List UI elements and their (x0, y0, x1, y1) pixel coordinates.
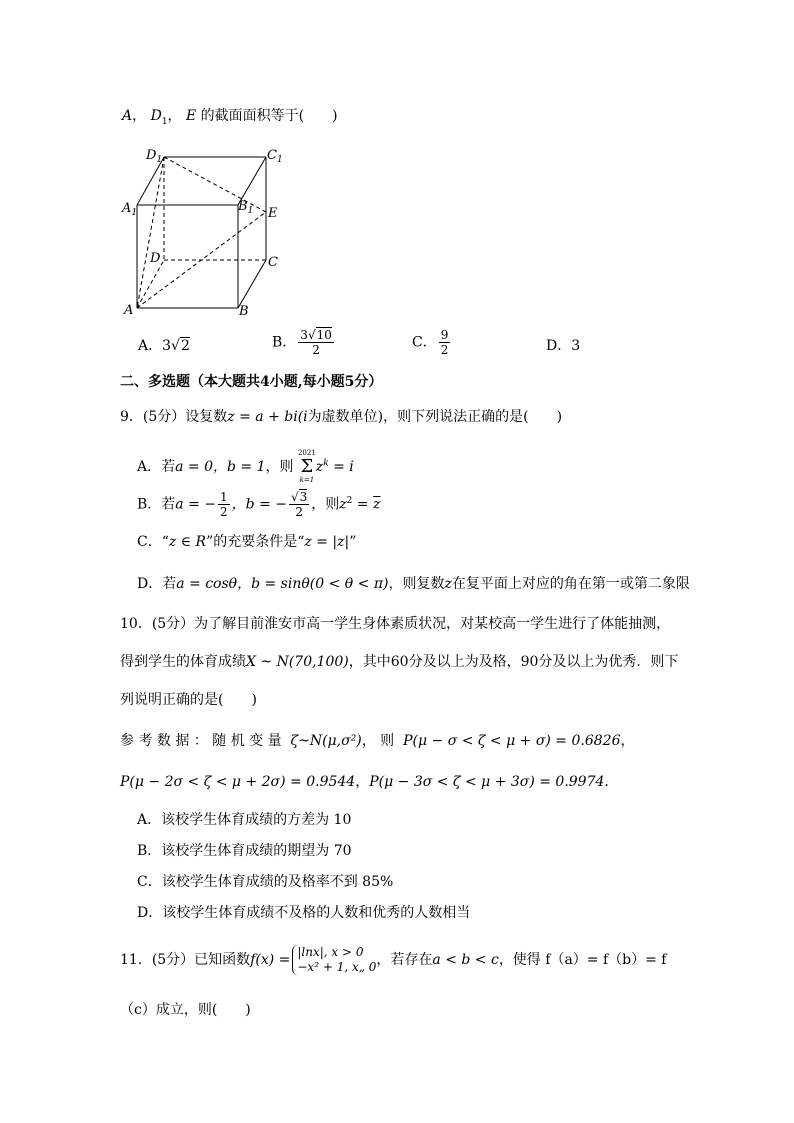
q8-option-b (272, 328, 336, 357)
text: ，则 (311, 496, 340, 513)
formula: X ~ N(70,100) (246, 654, 349, 670)
q10-ref-line2 (120, 772, 618, 792)
q10-line2 (120, 652, 678, 672)
sep: ， (167, 108, 182, 124)
formula: z = |z| (304, 534, 350, 550)
coef: 3 (162, 338, 172, 354)
q10-option-b: B．该校学生体育成绩的期望为 70 (137, 843, 352, 859)
value: 3 (571, 338, 581, 354)
fraction: $\frac{1}{2}$ (220, 490, 228, 519)
q8-option-d (546, 336, 580, 356)
formula: f(x) = (250, 952, 291, 968)
formula: z (315, 459, 324, 475)
q10-line1: 10．(5分）为了解目前淮安市高一学生身体素质状况，对某校高一学生进行了体能抽测， (120, 616, 671, 632)
q9-option-b (137, 490, 380, 519)
q8-option-c (412, 328, 452, 357)
case-1: |lnx|, x > 0 (297, 945, 364, 959)
radicand: 3 (299, 490, 308, 504)
formula: ，b = − (231, 496, 287, 513)
formula: a = cosθ，b = sinθ(0 < θ < π) (176, 576, 389, 592)
formula: P(μ − 2σ < ζ < μ + 2σ) = 0.9544 (120, 774, 356, 790)
text: ，其中60分及以上为及格，90分及以上为优秀．则下 (348, 654, 679, 670)
text: C．“ (137, 534, 169, 550)
case-2: −x² + 1, x„ 0 (297, 960, 377, 974)
q8-option-a: A．3√2 (138, 338, 190, 354)
label-d: D (150, 251, 161, 266)
q9-option-c (137, 532, 356, 552)
text: ” (349, 534, 357, 550)
formula: a < b < c (432, 952, 499, 968)
formula: (i (297, 409, 308, 425)
text: ， 则 (361, 733, 395, 749)
text: ”的充要条件是“ (206, 534, 305, 550)
formula: P(μ − 3σ < ζ < μ + 3σ) = 0.9974 (369, 774, 605, 790)
radicand: 2 (180, 338, 190, 354)
sum-symbol: 2021 Σ k=1 (297, 449, 316, 484)
fraction: $\frac{9}{2}$ (440, 328, 449, 357)
formula: z = a + bi (227, 409, 298, 425)
option-label: D． (546, 338, 572, 354)
option-label: A． (138, 338, 163, 354)
denominator: 2 (312, 343, 320, 357)
formula: z ∈ R (168, 534, 207, 550)
text: 得到学生的体育成绩 (120, 654, 246, 670)
text: 9．(5分）设复数 (120, 409, 228, 425)
text: ， (355, 774, 370, 790)
formula: z (339, 496, 347, 513)
option-label: C． (412, 334, 437, 351)
label-a: A (124, 303, 134, 318)
formula: P(μ − σ < ζ < μ + σ) = 0.6826 (403, 733, 621, 749)
exponent: k (323, 458, 329, 469)
section-title: 二、多选题（本大题共4小题,每小题5分） (120, 374, 383, 390)
text: ，使得 f（a）= f（b）= f (498, 952, 667, 968)
formula: = i (328, 459, 354, 475)
label-b1: $B_1$ (238, 199, 254, 216)
text: 参 考 数 据 ： 随 机 变 量 (120, 733, 282, 749)
sum-upper: 2021 (297, 449, 316, 457)
cube-figure (118, 142, 288, 322)
label-d1: $D_1$ (146, 148, 163, 165)
q9-option-d (137, 574, 690, 594)
text: ． (604, 774, 619, 790)
sum-lower: k=1 (299, 476, 315, 484)
fraction: $\frac{√3}{2}$ (290, 490, 308, 519)
fraction: $\frac{3√10}{2}$ (300, 328, 332, 357)
formula: = (352, 496, 374, 513)
sub: 1 (161, 116, 168, 127)
formula: z (444, 576, 452, 592)
q10-option-d: D．该校学生体育成绩不及格的人数和优秀的人数相当 (137, 905, 471, 921)
label-e: E (268, 206, 278, 221)
label-a1: $A_1$ (122, 201, 138, 218)
text: 在复平面上对应的角在第一或第二象限 (451, 576, 690, 592)
text: B．若 (137, 496, 176, 513)
formula: ζ~N(μ,σ²) (290, 733, 362, 749)
text: A．若 (137, 459, 176, 475)
exponent: 2 (346, 495, 353, 506)
q9-stem (120, 407, 562, 427)
text: D．若 (137, 576, 177, 592)
q10-ref-line1 (120, 731, 634, 751)
point-a: A (122, 108, 133, 124)
piecewise (292, 945, 376, 975)
point-d1: D (150, 108, 162, 124)
formula: a = − (175, 496, 217, 513)
q11-stem (120, 945, 666, 975)
conjugate: $\overline{z}$ (373, 496, 381, 513)
q10-option-c: C．该校学生体育成绩的及格率不到 85% (137, 874, 394, 890)
text: ，若存在 (376, 952, 433, 968)
sep: ， (132, 108, 147, 124)
text: 为虚数单位)，则下列说法正确的是( ) (307, 409, 563, 425)
q10-line3: 列说明正确的是( ) (120, 692, 257, 708)
text: ，则复数 (388, 576, 445, 592)
q11-line2: （c）成立，则( ) (120, 1002, 251, 1018)
q10-option-a: A．该校学生体育成绩的方差为 10 (137, 812, 352, 828)
label-c: C (268, 255, 278, 270)
q8-tail-line (122, 106, 338, 132)
q8-question-text: 的截面面积等于( ) (196, 108, 338, 124)
text: ， (620, 733, 635, 749)
text: 11．(5分）已知函数 (120, 952, 251, 968)
point-e: E (186, 108, 197, 124)
label-c1: $C_1$ (267, 148, 283, 165)
label-b: B (239, 304, 249, 319)
option-label: B． (272, 334, 297, 351)
q9-option-a (137, 449, 354, 485)
radicand: 10 (316, 328, 332, 342)
text: ，则 (265, 459, 294, 475)
coef: 3 (300, 328, 308, 342)
formula: a = 0，b = 1 (175, 459, 266, 475)
